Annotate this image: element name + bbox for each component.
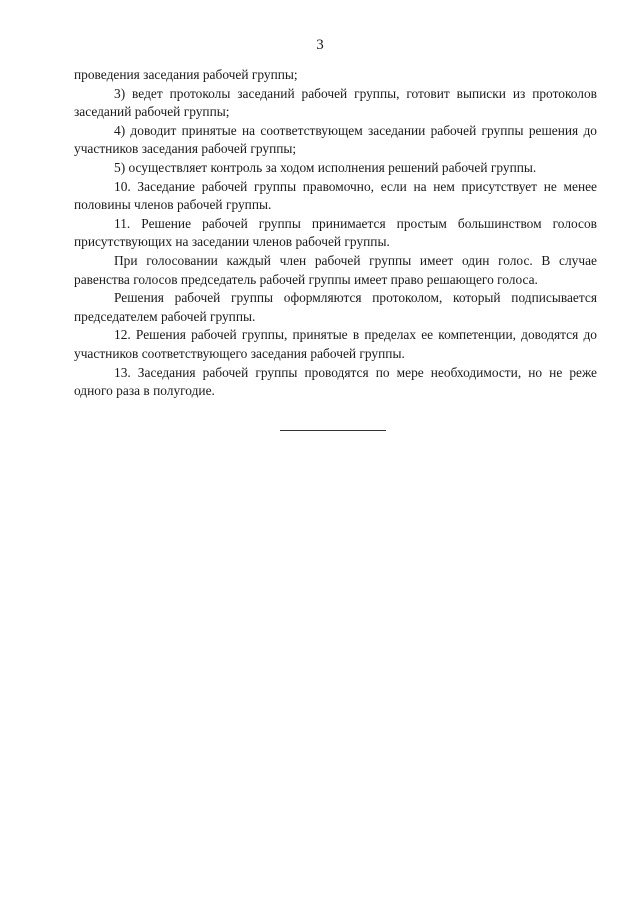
paragraph-clause-13: 13. Заседания рабочей группы проводятся по мере необходимости, но не реже одного раза в полугодие. bbox=[74, 364, 597, 399]
page-number: 3 bbox=[316, 37, 324, 53]
document-body bbox=[74, 66, 597, 401]
paragraph-item-3: 3) ведет протоколы заседаний рабочей группы, готовит выписки из протоколов заседаний рабочей группы; bbox=[74, 85, 597, 120]
paragraph-clause-12: 12. Решения рабочей группы, принятые в пределах ее компетенции, доводятся до участников соответствующего заседания рабочей группы. bbox=[74, 327, 597, 361]
paragraph-clause-11: 11. Решение рабочей группы принимается простым большинством голосов присутствующих на заседании членов рабочей группы. bbox=[74, 215, 597, 250]
end-of-document-divider bbox=[280, 430, 386, 431]
paragraph-clause-10: 10. Заседание рабочей группы правомочно, если на нем присутствует не менее половины членов рабочей группы. bbox=[74, 178, 597, 213]
paragraph-protocol: Решения рабочей группы оформляются протоколом, который подписывается председателем рабочей группы. bbox=[74, 290, 597, 324]
paragraph-continuation: проведения заседания рабочей группы; bbox=[74, 67, 298, 82]
paragraph-item-5: 5) осуществляет контроль за ходом исполнения решений рабочей группы. bbox=[114, 159, 537, 175]
paragraph-voting: При голосовании каждый член рабочей группы имеет один голос. В случае равенства голосов председатель рабочей группы имеет право решающего голоса. bbox=[74, 252, 597, 287]
paragraph-item-4: 4) доводит принятые на соответствующем заседании рабочей группы решения до участников заседания рабочей группы; bbox=[74, 122, 597, 157]
